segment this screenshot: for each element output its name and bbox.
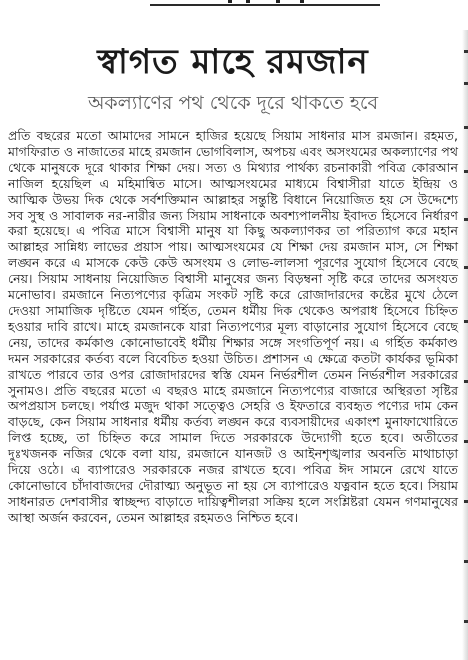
cropped-glyph-fragment (228, 0, 232, 3)
article-headline: স্বাগত মাহে রমজান (97, 42, 369, 82)
cropped-glyph-fragment (246, 0, 250, 3)
cropped-rule-line (150, 0, 380, 6)
adjacent-column-edge (462, 30, 468, 660)
article-body-paragraph: প্রতি বছরের মতো আমাদের সামনে হাজির হয়েছে সিয়াম সাধনার মাস রমজান। রহমত, মাগফিরাত ও নাজাতের মাহে রমজান ভোগবিলাস, অপচয় এবং অসংযমের অকল্যাণের পথ থেকে মানুষকে দূরে থাকার শিক্ষা দেয়। সত্য ও মিথ্যার পার্থক্য রচনাকারী পবিত্র কোরআন নাজিল হয়েছিল এ মহিমান্বিত মাসে। আত্মসংযমের মাধ্যমে বিশ্বাসীরা যাতে ইন্দ্রিয় ও আত্মিক উভয় দিক থেকে সর্বশক্তিমান আল্লাহর সন্তুষ্টি বিধানে নিয়োজিত হয় সে উদ্দেশ্যে সব সুস্থ ও সাবালক নর-নারীর জন্য সিয়াম সাধনাকে অবশ্যপালনীয় ইবাদত হিসেবে নির্ধারণ করা হয়েছে। এ পবিত্র মাসে বিশ্বাসী মানুষ যা কিছু অকল্যাণকর তা পরিত্যাগ করে মহান আল্লাহর সান্নিধ্য লাভের প্রয়াস পায়। আত্মসংযমের যে শিক্ষা দেয় রমজান মাস, সে শিক্ষা লঙ্ঘন করে এ মাসকে কেউ কেউ অসংযম ও লোভ-লালসা পূরণের সুযোগ হিসেবে বেছে নেয়। সিয়াম সাধনায় নিয়োজিত বিশ্বাসী মানুষের জন্য বিড়ম্বনা সৃষ্টি করে তাদের অসংযত মনোভাব। রমজানে নিত্যপণ্যের কৃত্রিম সংকট সৃষ্টি করে রোজাদারদের কষ্টের মুখে ঠেলে দেওয়া সামাজিক দৃষ্টিতে যেমন গর্হিত, তেমন ধর্মীয় দিক থেকেও অপরাধ হিসেবে চিহ্নিত হওয়ার দাবি রাখে। মাহে রমজানকে যারা নিত্যপণ্যের মূল্য বাড়ানোর সুযোগ হিসেবে বেছে নেয়, তাদের কর্মকাণ্ড কোনোভাবেই ধর্মীয় শিক্ষার সঙ্গে সংগতিপূর্ণ নয়। এ গর্হিত কর্মকাণ্ড দমন সরকারের কর্তব্য বলে বিবেচিত হওয়া উচিত। প্রশাসন এ ক্ষেত্রে কতটা কার্যকর ভূমিকা রাখতে পারবে তার ওপর রোজাদারদের স্বস্তি যেমন নির্ভরশীল তেমন নির্ভরশীল সরকারের সুনামও। প্রতি বছরের মতো এ বছরও মাহে রমজানে নিত্যপণ্যের বাজারে অস্থিরতা সৃষ্টির অপপ্রয়াস চলছে। পর্যাপ্ত মজুদ থাকা সত্ত্বেও সেহরি ও ইফতারে ব্যবহৃত পণ্যের দাম কেন বাড়ছে, কেন সিয়াম সাধনার ধর্মীয় কর্তব্য লঙ্ঘন করে ব্যবসায়ীদের একাংশ মুনাফাখোরিতে লিপ্ত হচ্ছে, তা চিহ্নিত করে সামাল দিতে সরকারকে উদ্যোগী হতে হবে। অতীতের দুঃখজনক নজির থেকে বলা যায়, রমজানে যানজট ও আইনশৃঙ্খলার অবনতি মাথাচাড়া দিয়ে ওঠে। এ ব্যাপারেও সরকারকে নজর রাখতে হবে। পবিত্র ঈদ সামনে রেখে যাতে কোনোভাবে চাঁদাবাজদের দৌরাত্ম্য অনুভূত না হয় সে ব্যাপারেও যত্নবান হতে হবে। সিয়াম সাধনারত দেশবাসীর স্বাচ্ছন্দ্য বাড়াতে দায়িত্বশীলরা সক্রিয় হলে সংশ্লিষ্টরা যেমন গণমানুষের আস্থা অর্জন করবেন, তেমন আল্লাহর রহমতও নিশ্চিত হবে। (8, 128, 458, 525)
cropped-glyph-fragment (300, 0, 304, 3)
article-body (8, 128, 458, 526)
article-subheadline: অকল্যাণের পথ থেকে দূরে থাকতে হবে (87, 92, 379, 114)
cropped-previous-article-edge (0, 0, 468, 8)
cropped-glyph-fragment (276, 0, 280, 3)
editorial-article (8, 10, 458, 660)
